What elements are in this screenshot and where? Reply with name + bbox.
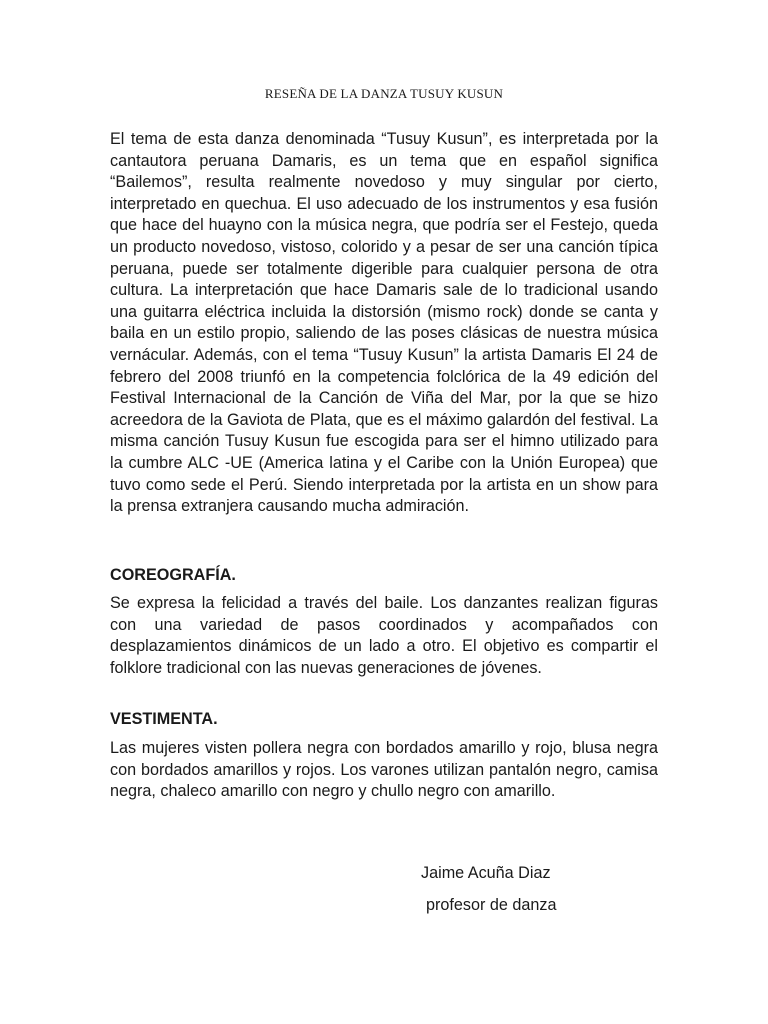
section-text-vestimenta: Las mujeres visten pollera negra con bordados amarillo y rojo, blusa negra con bordados amarillos y rojos. Los varones utilizan pantalón negro, camisa negra, chaleco amarillo con negro y chullo negro con amarillo. <box>110 739 658 801</box>
signature-role: profesor de danza <box>426 896 557 914</box>
signature-name: Jaime Acuña Diaz <box>421 864 551 882</box>
intro-paragraph: El tema de esta danza denominada “Tusuy Kusun”, es interpretada por la cantautora peruana Damaris, es un tema que en español significa “Bailemos”, resulta realmente novedoso y muy singular por cierto, interpretado en quechua. El uso adecuado de los instrumentos y esa fusión que hace del huayno con la música negra, que podría ser el Festejo, queda un producto novedoso, vistoso, colorido y a pesar de ser una canción típica peruana, puede ser totalmente digerible para cualquier persona de otra cultura. La interpretación que hace Damaris sale de lo tradicional usando una guitarra eléctrica incluida la distorsión (mismo rock) donde se canta y baila en un estilo propio, saliendo de las poses clásicas de nuestra música vernácular. Además, con el tema “Tusuy Kusun” la artista Damaris El 24 de febrero del 2008 triunfó en la competencia folclórica de la 49 edición del Festival Internacional de la Canción de Viña del Mar, por la que se hizo acreedora de la Gaviota de Plata, que es el máximo galardón del festival. La misma canción Tusuy Kusun fue escogida para ser el himno utilizado para la cumbre ALC -UE (America latina y el Caribe con la Unión Europea) que tuvo como sede el Perú. Siendo interpretada por la artista en un show para la prensa extranjera causando mucha admiración. <box>110 130 659 516</box>
section-heading-vestimenta: VESTIMENTA. <box>110 710 218 728</box>
section-text-coreografia: Se expresa la felicidad a través del baile. Los danzantes realizan figuras con una variedad de pasos coordinados y acompañados con desplazamientos dinámicos de un lado a otro. El objetivo es compartir el folklore tradicional con las nuevas generaciones de jóvenes. <box>110 594 658 677</box>
section-heading-coreografia: COREOGRAFÍA. <box>110 566 236 584</box>
document-title: RESEÑA DE LA DANZA TUSUY KUSUN <box>264 86 504 101</box>
